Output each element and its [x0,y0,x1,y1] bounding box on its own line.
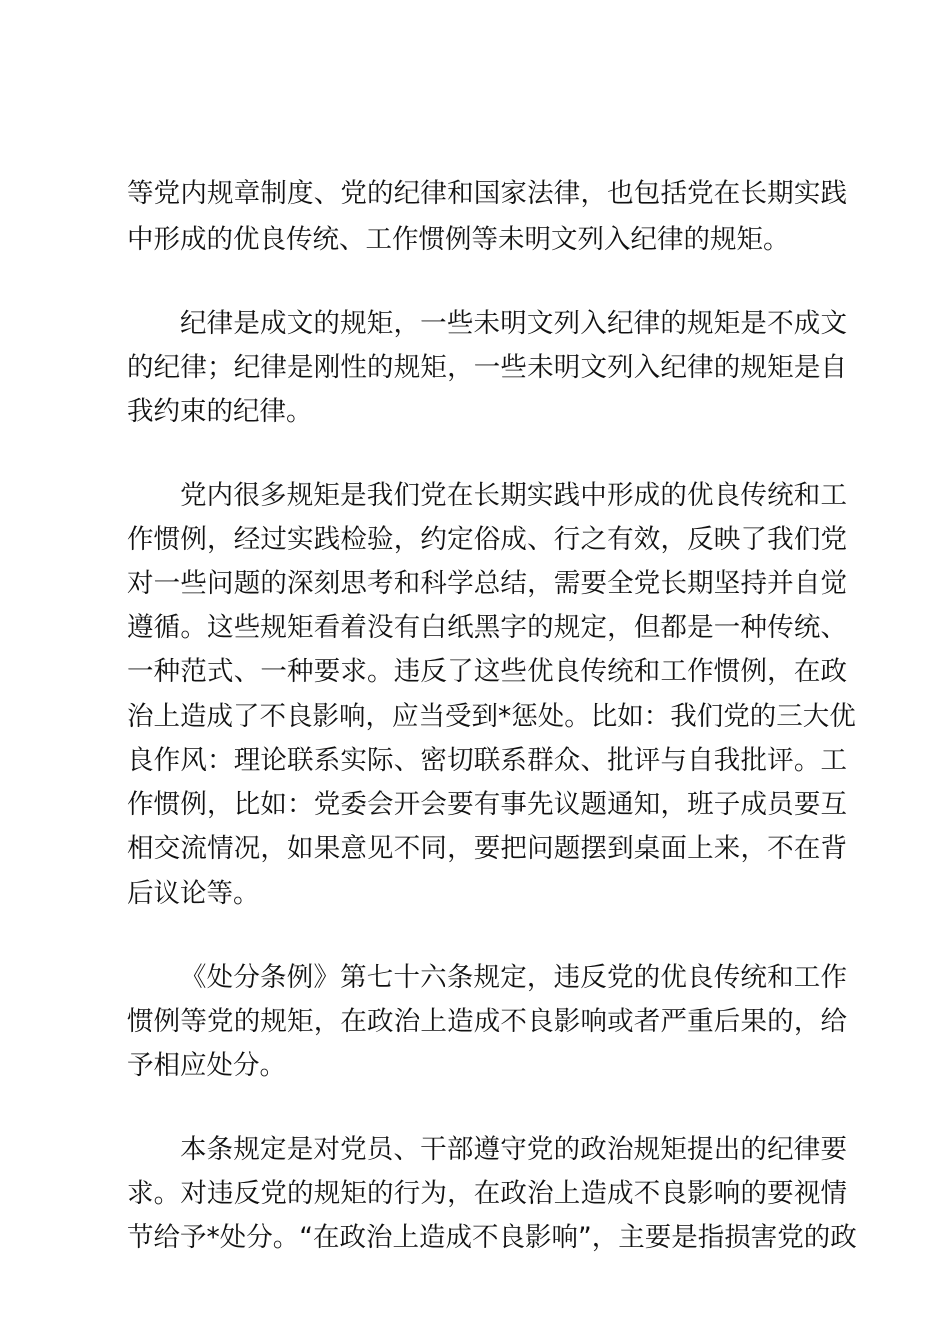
text-line: 治上造成了不良影响，应当受到*惩处。比如：我们党的三大优 [127,701,856,732]
text-line: 予相应处分。 [127,1050,286,1081]
text-line: 等党内规章制度、党的纪律和国家法律，也包括党在长期实践 [127,178,847,209]
text-line: 求。对违反党的规矩的行为，在政治上造成不良影响的要视情 [127,1178,847,1209]
text-line: 节给予*处分。“在政治上造成不良影响”，主要是指损害党的政 [127,1222,857,1253]
text-line: 对一些问题的深刻思考和科学总结，需要全党长期坚持并自觉 [127,568,847,599]
text-line: 作惯例，比如：党委会开会要有事先议题通知，班子成员要互 [127,789,847,820]
text-line: 作惯例，经过实践检验，约定俗成、行之有效，反映了我们党 [127,524,847,555]
text-line: 纪律是成文的规矩，一些未明文列入纪律的规矩是不成文 [180,308,847,339]
text-line: 遵循。这些规矩看着没有白纸黑字的规定，但都是一种传统、 [127,612,847,643]
text-line: 本条规定是对党员、干部遵守党的政治规矩提出的纪律要 [180,1134,847,1165]
text-line: 党内很多规矩是我们党在长期实践中形成的优良传统和工 [180,480,847,511]
text-line: 《处分条例》第七十六条规定，违反党的优良传统和工作 [180,962,847,993]
text-line: 相交流情况，如果意见不同，要把问题摆到桌面上来，不在背 [127,833,847,864]
text-line: 中形成的优良传统、工作惯例等未明文列入纪律的规矩。 [127,224,790,255]
text-line: 一种范式、一种要求。违反了这些优良传统和工作惯例，在政 [127,656,847,687]
text-line: 惯例等党的规矩，在政治上造成不良影响或者严重后果的，给 [127,1006,847,1037]
text-line: 良作风：理论联系实际、密切联系群众、批评与自我批评。工 [127,745,847,776]
text-line: 的纪律；纪律是刚性的规矩，一些未明文列入纪律的规矩是自 [127,352,847,383]
text-line: 后议论等。 [127,878,260,909]
text-line: 我约束的纪律。 [127,396,313,427]
